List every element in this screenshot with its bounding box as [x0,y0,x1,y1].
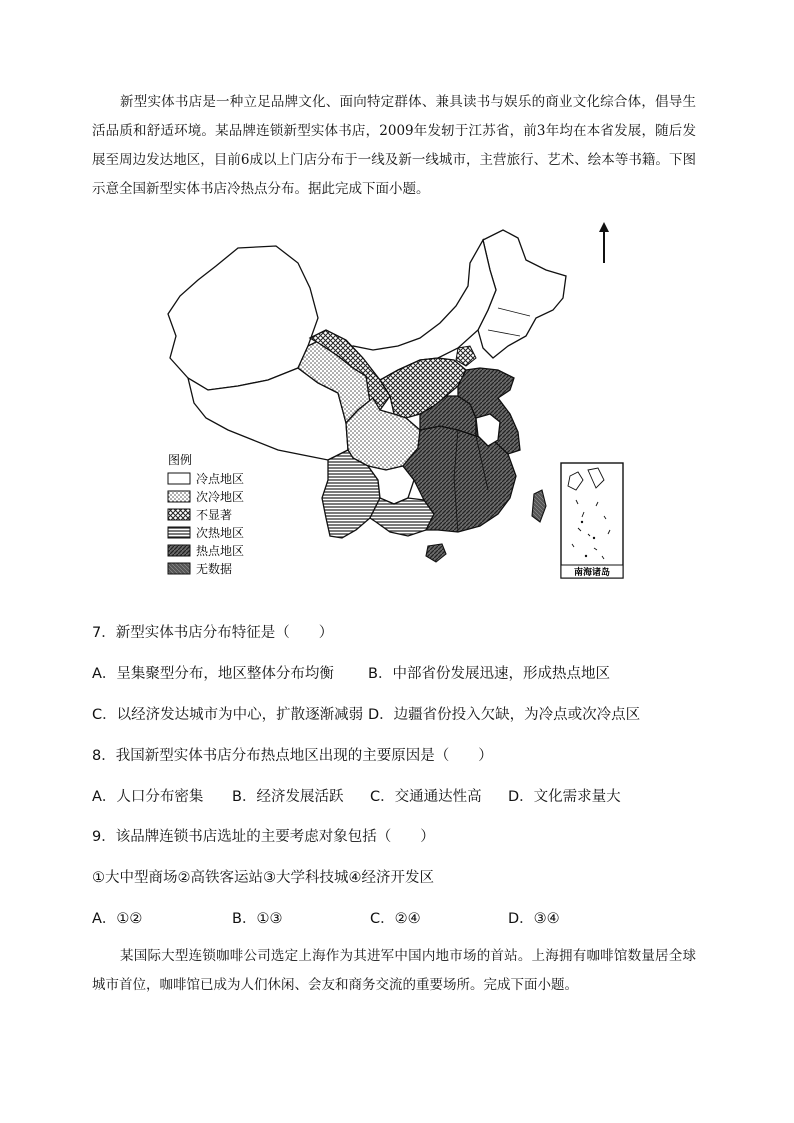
q8-option-b[interactable]: B．经济发展活跃 [232,789,344,805]
legend-label-hot: 热点地区 [196,544,245,558]
q7-option-d[interactable]: D．边疆省份投入欠缺，为冷点或次冷点区 [368,707,641,723]
legend-swatch-subhot [168,527,190,538]
legend-label-subhot: 次热地区 [196,526,245,540]
legend-swatch-nodata [168,563,190,574]
intro-paragraph-2: 某国际大型连锁咖啡公司选定上海作为其进军中国内地市场的首站。上海拥有咖啡馆数量居全球城市首位，咖啡馆已成为人们休闲、会友和商务交流的重要场所。完成下面小题。 [92,948,696,993]
q7-option-c[interactable]: C．以经济发达城市为中心，扩散逐渐减弱 [92,707,364,723]
intro-paragraph-1: 新型实体书店是一种立足品牌文化、面向特定群体、兼具读书与娱乐的商业文化综合体，倡导生活品质和舒适环境。某品牌连锁新型实体书店，2009年发轫于江苏省，前3年均在本省发展，随后发展至周边发达地区，目前6成以上门店分布于一线及新一线城市，主营旅行、艺术、绘本等书籍。下图示意全国新型实体书店冷热点分布。据此完成下面小题。 [92,94,696,197]
legend-label-nodata: 无数据 [196,562,233,576]
q9-option-b[interactable]: B．①③ [232,911,283,927]
legend-swatch-subcold [168,491,190,502]
legend-label-subcold: 次冷地区 [196,490,245,504]
region-guangxi [370,498,434,536]
q7-option-a[interactable]: A．呈集聚型分布，地区整体分布均衡 [92,666,334,682]
region-taiwan [532,490,546,522]
question-8-stem: 8．我国新型实体书店分布热点地区出现的主要原因是（ ） [92,748,493,764]
q8-option-d[interactable]: D．文化需求量大 [508,789,621,805]
region-beijing-tianjin [456,346,476,366]
north-arrow-icon [599,222,609,263]
south-china-sea-inset [561,463,623,578]
q7-option-b[interactable]: B．中部省份发展迅速，形成热点地区 [368,666,610,682]
q8-option-a[interactable]: A．人口分布密集 [92,789,204,805]
question-9-stem: 9．该品牌连锁书店选址的主要考虑对象包括（ ） [92,829,435,845]
question-9-items: ①大中型商场②高铁客运站③大学科技城④经济开发区 [92,870,434,886]
q9-option-a[interactable]: A．①② [92,911,143,927]
legend-swatch-insig [168,509,190,520]
q9-option-c[interactable]: C．②④ [370,911,421,927]
legend-label-insig: 不显著 [196,508,233,522]
q8-option-c[interactable]: C．交通通达性高 [370,789,482,805]
legend-label-cold: 冷点地区 [196,472,245,486]
inset-label: 南海诸岛 [573,568,611,578]
legend-title: 图例 [168,453,193,467]
legend-swatch-cold [168,473,190,484]
question-7-stem: 7．新型实体书店分布特征是（ ） [92,625,334,641]
q9-option-d[interactable]: D．③④ [508,911,560,927]
china-bookstore-map [158,218,628,583]
map-legend [168,452,244,576]
region-hainan [426,544,446,562]
legend-swatch-hot [168,545,190,556]
